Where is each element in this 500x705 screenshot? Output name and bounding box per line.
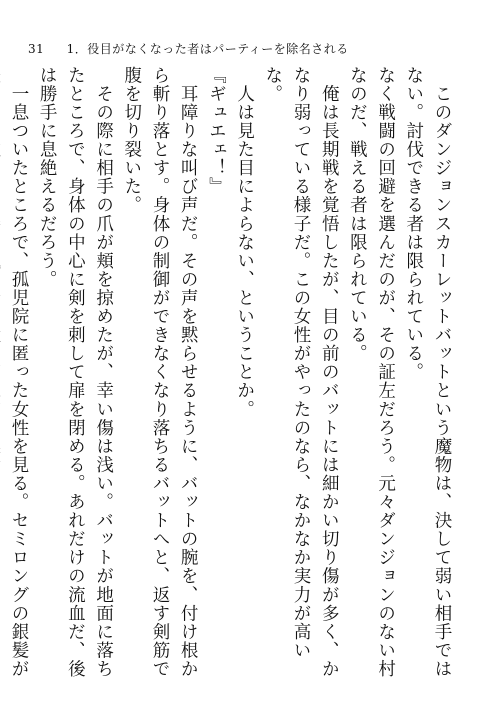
paragraph: 一息ついたところで、孤児院に匿った女性を見る。セミロングの銀髪が <box>8 84 29 679</box>
paragraph: 人は見た目によらない、ということか。 <box>234 66 255 419</box>
paragraph: 『ギュエェ！』 <box>206 66 227 196</box>
paragraph: なく戦闘の回避を選んだのが、その証左だろう。元々ダンジョンのない村なのだ、戦える者は限られている。 <box>347 66 396 679</box>
paragraph: このダンジョンスカーレットバットという魔物は、決して弱い相手ではない。討伐できる者は限られている。 <box>403 66 452 679</box>
chapter-title: 1．役目がなくなった者はパーティーを除名される <box>66 42 349 56</box>
vertical-body-text <box>8 66 456 691</box>
running-header <box>28 40 349 57</box>
paragraph: その際に相手の爪が頬を掠めたが、幸い傷は浅い。バットが地面に落ちたところで、身体の中心に剣を刺して扉を閉める。あれだけの流血だ、後は勝手に息絶えるだろう。 <box>37 66 114 679</box>
paragraph: 耳障りな叫び声だ。その声を黙らせるように、バットの腕を、付け根から斬り落とす。身体の制御ができなくなり落ちるバットへと、返す剣筋で腹を切り裂いた。 <box>121 66 199 679</box>
page-number: 31 <box>28 42 45 56</box>
paragraph: 俺は長期戦を覚悟したが、目の前のバットには細かい切り傷が多く、かなり弱っている様子だ。この女性がやったのなら、なかなか実力が高いな。 <box>262 66 340 679</box>
